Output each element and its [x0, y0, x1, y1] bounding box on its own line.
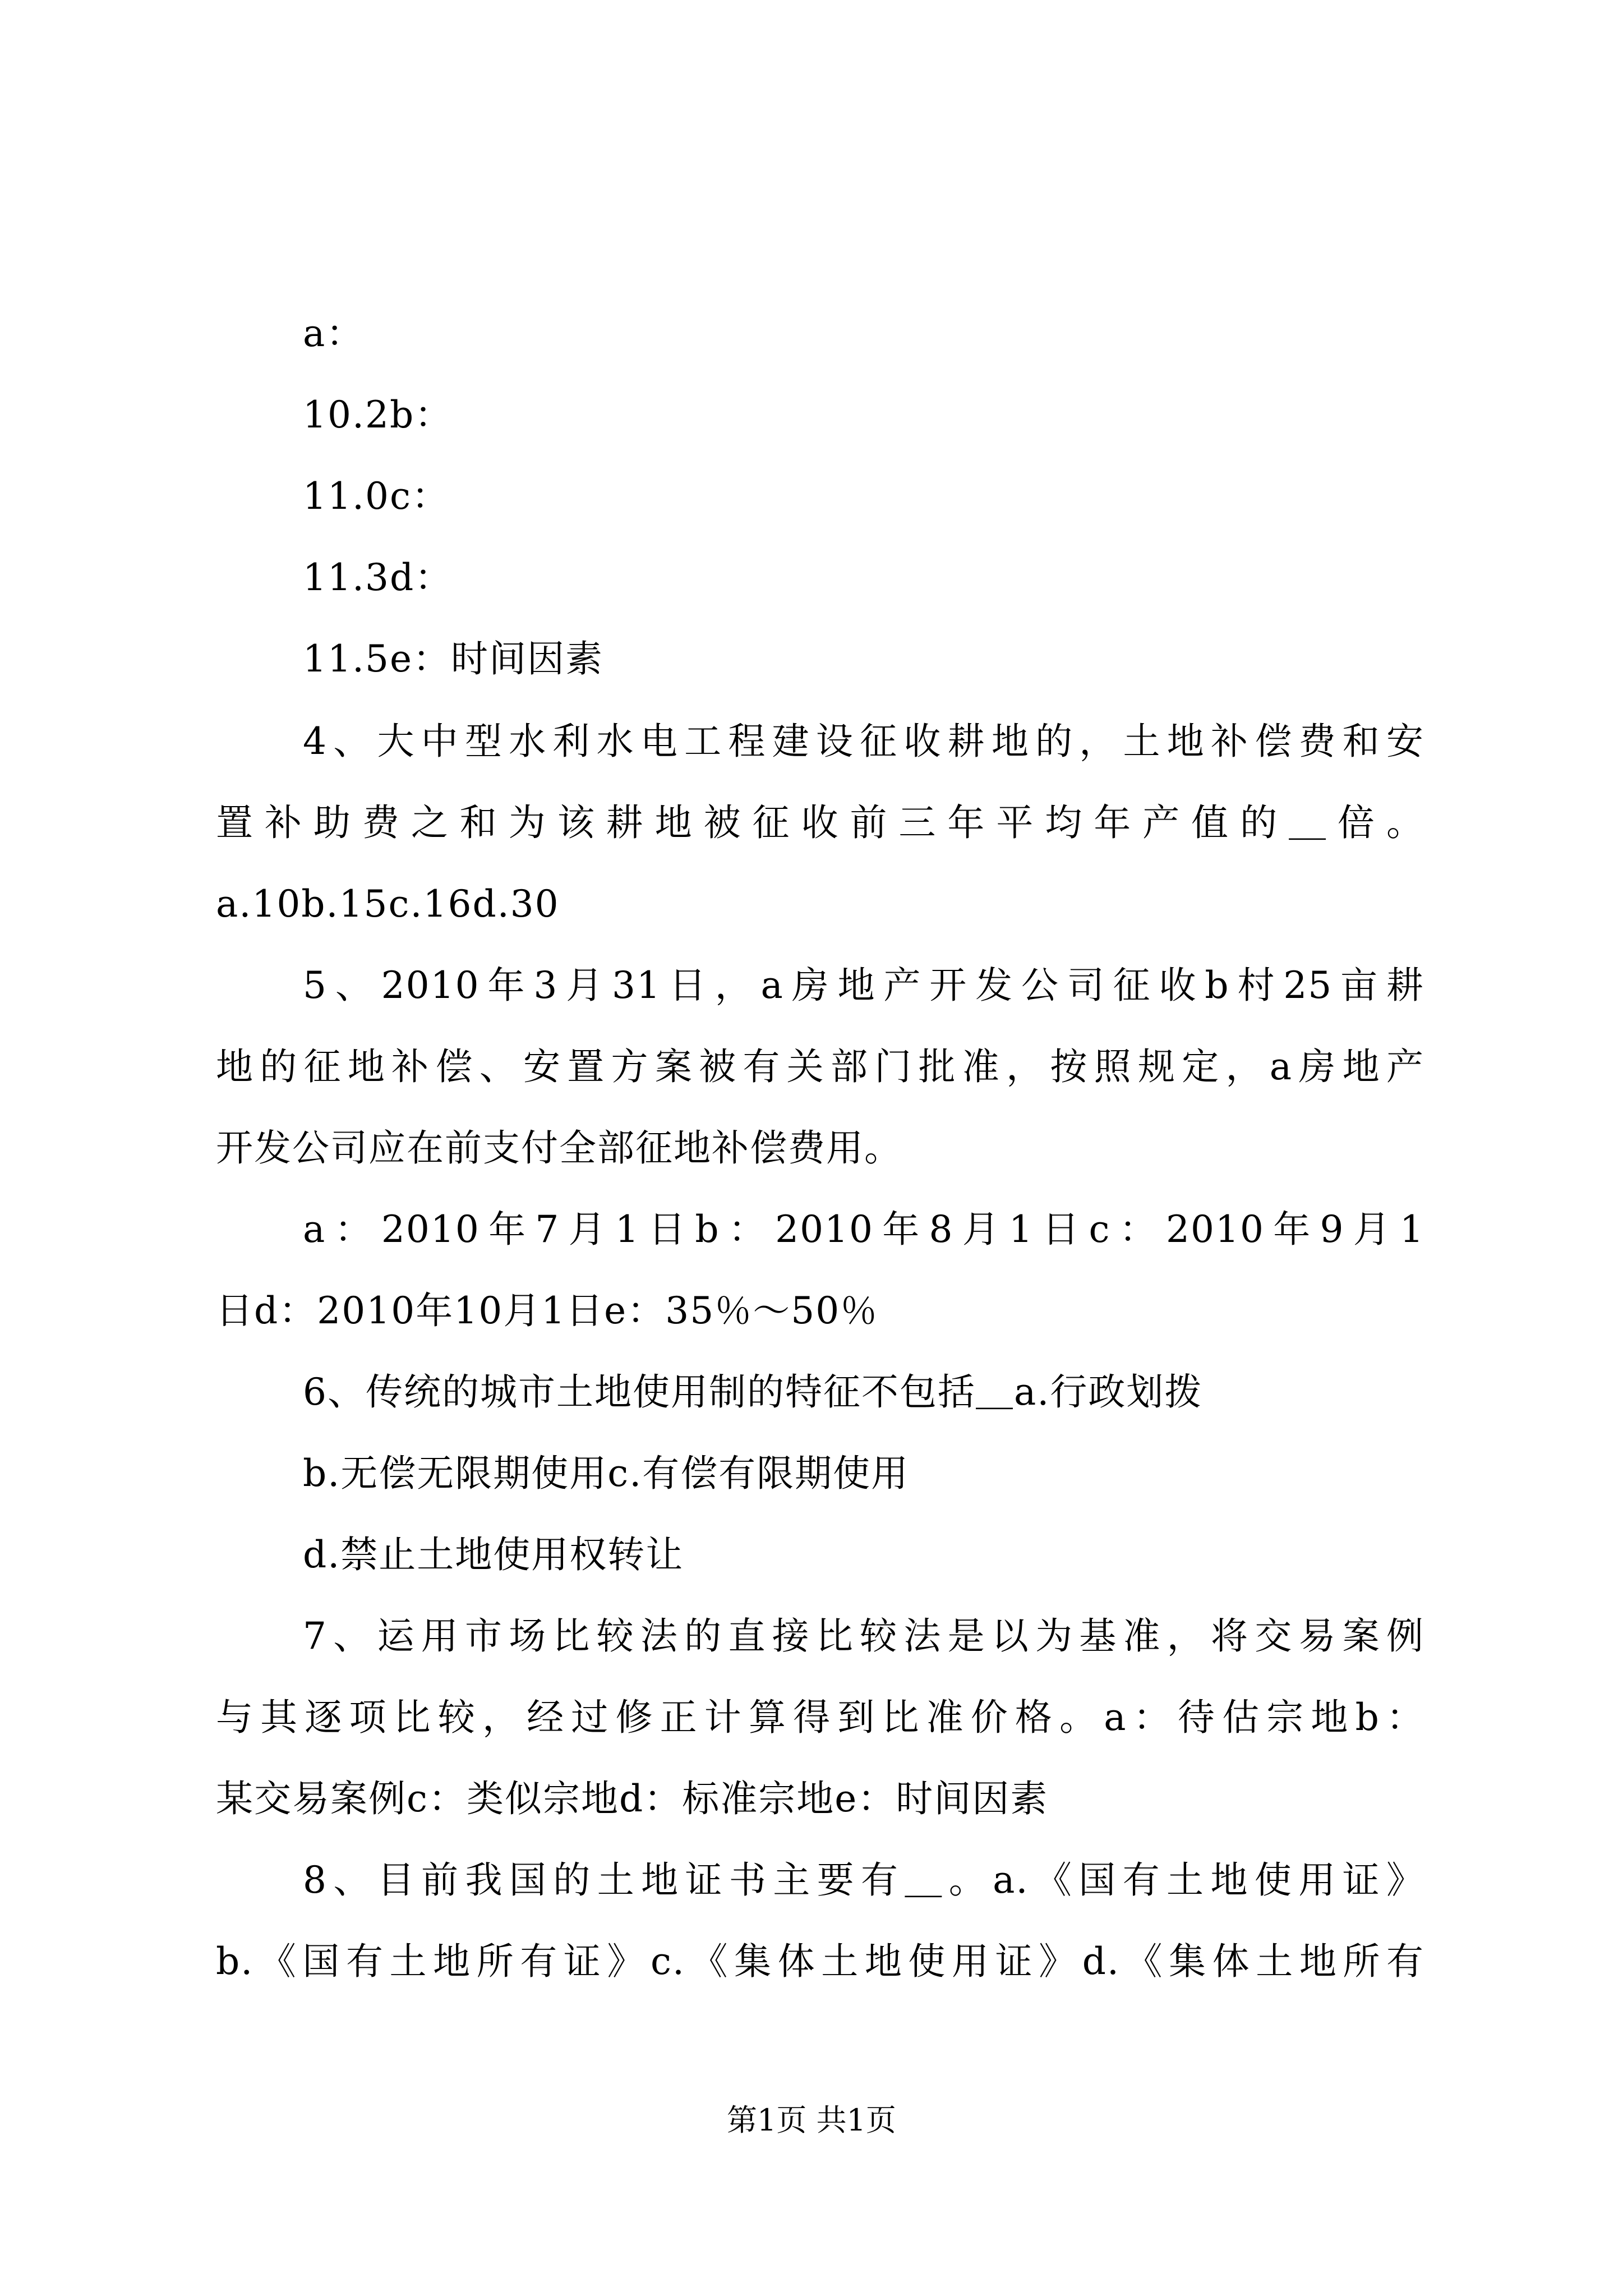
text-line: 11.3d：: [303, 556, 453, 599]
question-6-line-1: 6、传统的城市土地使用制的特征不包括＿a.行政划拨: [303, 1370, 1203, 1414]
page-number-footer: 第1页 共1页: [727, 2102, 896, 2138]
text-line: a：: [303, 312, 365, 355]
question-4-line-1: 4、大中型水利水电工程建设征收耕地的，土地补偿费和安: [303, 720, 1424, 763]
question-4-options: a.10b.15c.16d.30: [216, 882, 560, 926]
question-5-options-1: a：2010年7月1日b：2010年8月1日c：2010年9月1: [303, 1208, 1424, 1251]
question-8-line-2: b.《国有土地所有证》c.《集体土地使用证》d.《集体土地所有: [216, 1940, 1424, 1983]
question-8-line-1: 8、目前我国的土地证书主要有＿。a.《国有土地使用证》: [303, 1858, 1424, 1902]
question-7-line-3: 某交易案例c：类似宗地d：标准宗地e：时间因素: [216, 1777, 1049, 1820]
question-5-line-3: 开发公司应在前支付全部征地补偿费用。: [216, 1126, 902, 1170]
question-5-line-2: 地的征地补偿、安置方案被有关部门批准，按照规定，a房地产: [216, 1045, 1424, 1088]
text-line: 11.5e：时间因素: [303, 637, 604, 680]
question-7-line-2: 与其逐项比较，经过修正计算得到比准价格。a：待估宗地b：: [216, 1696, 1424, 1739]
text-line: 11.0c：: [303, 475, 450, 518]
question-4-line-2: 置补助费之和为该耕地被征收前三年平均年产值的＿倍。: [216, 801, 1424, 844]
question-6-options-1: b.无偿无限期使用c.有偿有限期使用: [303, 1452, 910, 1495]
question-7-line-1: 7、运用市场比较法的直接比较法是以为基准，将交易案例: [303, 1614, 1424, 1658]
question-6-options-2: d.禁止土地使用权转让: [303, 1533, 684, 1576]
text-line: 10.2b：: [303, 393, 453, 436]
question-5-line-1: 5、2010年3月31日，a房地产开发公司征收b村25亩耕: [303, 964, 1424, 1007]
question-5-options-2: 日d：2010年10月1日e：35％～50％: [216, 1289, 879, 1332]
